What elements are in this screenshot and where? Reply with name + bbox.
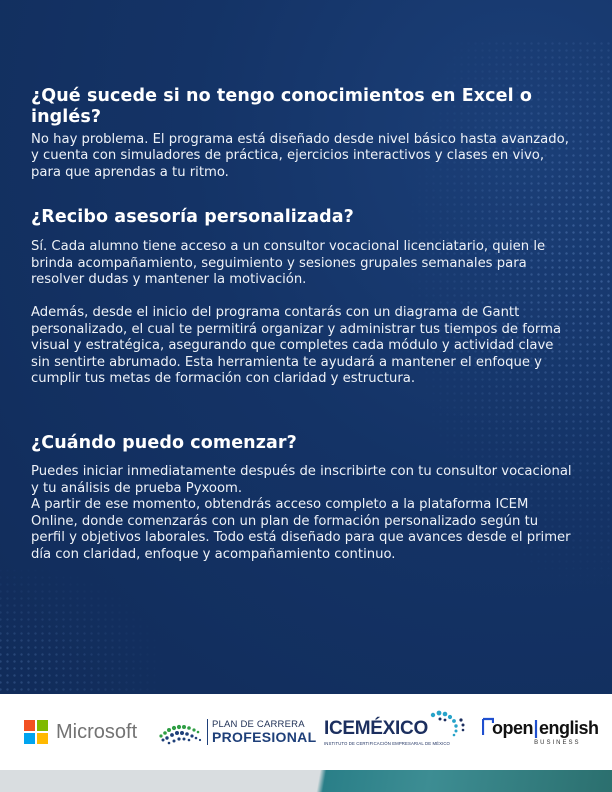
faq-answer-asesoria-1: Sí. Cada alumno tiene acceso a un consultor vocacional licenciatario, quien le brinda acompañamiento, seguimiento y sesiones grupales semanales para resolver dudas y mantener la motivación. bbox=[31, 239, 546, 288]
faq-heading-comenzar: ¿Cuándo puedo comenzar? bbox=[31, 433, 297, 454]
ms-square-green bbox=[37, 720, 48, 731]
ms-square-yellow bbox=[37, 733, 48, 744]
faq-section-asesoria bbox=[31, 207, 576, 387]
faq-answer-asesoria-2: Además, desde el inicio del programa contarás con un diagrama de Gantt personalizado, el cual te permitirá organizar y administrar tus tiempos de forma visual y estratégica, asegurando que completes cada módulo y actividad clave sin sentirte abrumado. Esta herramienta te ayudará a mantener el enfoque y cumplir tus metas de formación con claridad y estructura. bbox=[31, 305, 562, 387]
faq-answer-excel-ingles: No hay problema. El programa está diseñado desde nivel básico hasta avanzado, y cuenta con simuladores de práctica, ejercicios interactivos y clases en vivo, para que aprendas a tu ritmo. bbox=[31, 132, 569, 180]
microsoft-wordmark: Microsoft bbox=[56, 720, 138, 743]
ms-square-red bbox=[24, 720, 35, 731]
plan-carrera-line1: PLAN DE CARRERA bbox=[212, 719, 305, 730]
icem-wordmark-b: MÉXICO bbox=[354, 718, 428, 739]
faq-section-comenzar bbox=[31, 433, 576, 562]
icem-wordmark-row bbox=[324, 718, 469, 740]
faq-content bbox=[31, 86, 576, 563]
dots-wave-icon bbox=[157, 718, 203, 746]
partner-logos-bar bbox=[0, 694, 612, 770]
plan-carrera-line2: PROFESIONAL bbox=[212, 729, 317, 745]
icem-mexico-logo bbox=[324, 694, 469, 770]
icem-subtitle: INSTITUTO DE CERTIFICACIÓN EMPRESARIAL DE MÉXICO bbox=[324, 741, 451, 746]
dot-pattern-decoration-left bbox=[0, 560, 170, 694]
open-english-word-english: english bbox=[539, 718, 599, 738]
microsoft-logo bbox=[24, 694, 137, 770]
faq-heading-asesoria: ¿Recibo asesoría personalizada? bbox=[31, 207, 354, 228]
open-english-word-open: open bbox=[492, 718, 533, 738]
open-english-business-logo bbox=[482, 694, 599, 770]
microsoft-grid-icon bbox=[24, 720, 48, 744]
faq-section-excel-ingles bbox=[31, 86, 576, 181]
plan-carrera-profesional-logo bbox=[157, 694, 316, 770]
ms-square-blue bbox=[24, 733, 35, 744]
icem-dots-icon bbox=[429, 709, 469, 739]
faq-heading-excel-ingles: ¿Qué sucede si no tengo conocimientos en Excel o inglés? bbox=[31, 86, 532, 127]
open-english-business-label: BUSINESS bbox=[534, 740, 581, 746]
faq-answer-comenzar-1: Puedes iniciar inmediatamente después de inscribirte con tu consultor vocacional y tu análisis de prueba Pyxoom. bbox=[31, 464, 572, 496]
icem-wordmark-a: ICE bbox=[324, 718, 355, 739]
faq-answer-comenzar-2: A partir de ese momento, obtendrás acceso completo a la plataforma ICEM Online, donde comenzarás con un plan de formación personalizado según tu perfil y objetivos laborales. Todo está diseñado para que avances desde el primer día con claridad, enfoque y acompañamiento continuo. bbox=[31, 497, 571, 562]
bottom-decorative-band bbox=[0, 770, 612, 792]
plan-carrera-text bbox=[207, 719, 316, 745]
open-english-wordmark-row bbox=[482, 718, 599, 739]
